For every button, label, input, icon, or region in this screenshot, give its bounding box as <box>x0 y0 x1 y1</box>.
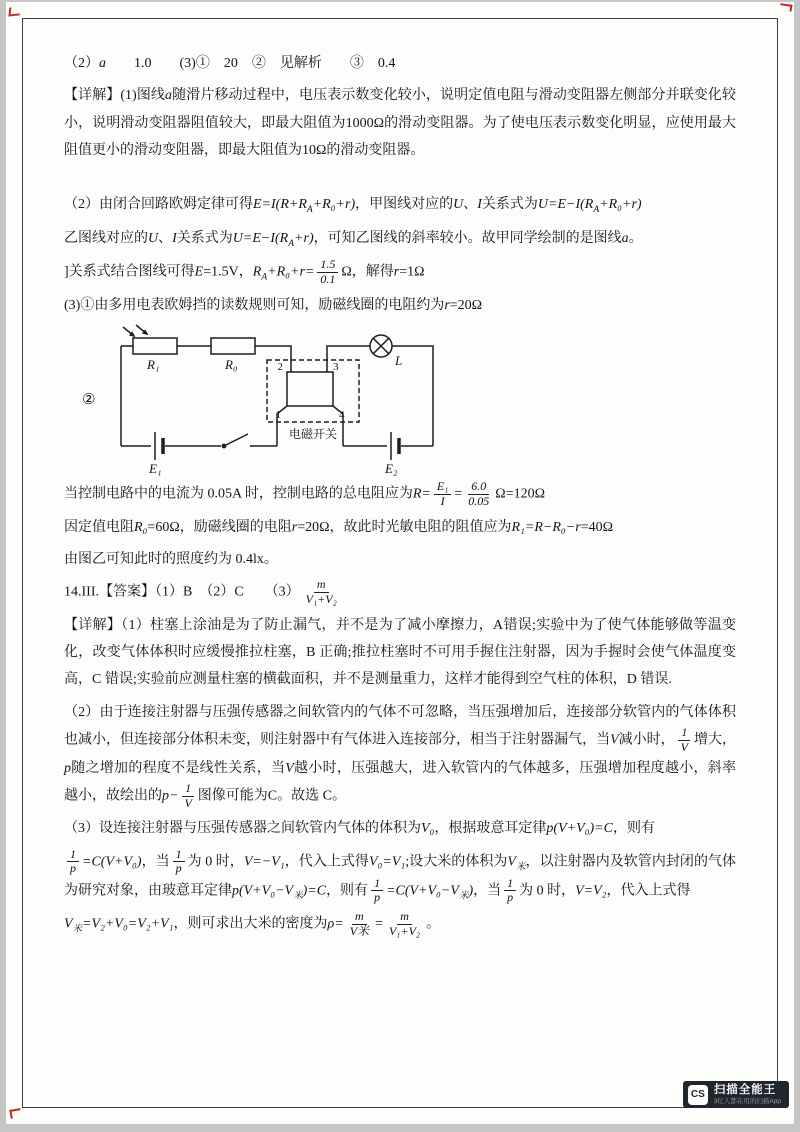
fraction-numerator: m <box>397 910 412 925</box>
formula: V <box>507 854 516 870</box>
formula: R₁=R−R₀−r <box>511 519 581 535</box>
terminal-3: 3 <box>333 360 339 373</box>
formula: a <box>621 230 629 246</box>
fraction-denominator: p <box>374 890 381 905</box>
fraction-denominator: V <box>680 739 688 754</box>
resistor-r0 <box>211 338 255 354</box>
text-run: 乙图线对应的 <box>64 230 148 246</box>
fraction <box>465 480 492 509</box>
solution-text-top <box>64 50 736 319</box>
text-run: 随滑片移动过程中，电压表示数变化较小，说明定值电阻与滑动变阻器左侧部分并联变化较小，说明滑动变阻器阻值较大，即最大阻值为1000Ω的滑动变阻器。为了使电压表示数变化明显，应使用最大阻值更小的滑动变阻器，即最大阻值为10Ω的滑动变阻器。 <box>64 88 737 158</box>
text-run: Ω，解得 <box>341 264 394 280</box>
fraction <box>67 848 79 877</box>
fraction-denominator: 0.1 <box>320 271 336 286</box>
detail-13-part3-calc1 <box>64 480 736 509</box>
formula: R₀ <box>134 519 148 535</box>
subscript: 米 <box>515 862 526 872</box>
label-e1: E₁ <box>149 460 162 476</box>
fraction-numerator: m <box>314 578 329 593</box>
label-r1: R₁ <box>147 356 160 372</box>
terminal-4: 4 <box>339 408 345 421</box>
label-e2: E₂ <box>385 460 398 476</box>
formula: =V₂+V₀=V₂+V₁ <box>82 916 174 932</box>
text-run: ，代入上式得 <box>284 854 369 870</box>
fraction-denominator: p <box>507 890 514 905</box>
camscanner-logo-text: CS <box>690 1089 705 1101</box>
formula: +R₀+r) <box>312 197 356 213</box>
text-run: 随之增加的程度不是线性关系，当 <box>71 760 286 776</box>
fraction-numerator: 1.5 <box>317 258 338 273</box>
fraction <box>181 782 194 811</box>
text-run: 因定值电阻 <box>64 519 134 535</box>
formula: r <box>393 264 400 280</box>
text-run: 、 <box>463 197 478 213</box>
formula: R <box>252 264 262 280</box>
formula: r <box>291 519 298 535</box>
formula: +R₀+r) <box>599 197 642 213</box>
fraction-numerator: 6.0 <box>468 480 489 495</box>
subscript: A <box>593 204 600 215</box>
formula: p(V+V₀)=C <box>546 821 613 837</box>
formula: +r) <box>294 230 314 246</box>
paper <box>6 2 794 1124</box>
subscript: 米 <box>293 890 303 901</box>
fraction-denominator: V <box>184 795 192 810</box>
camscanner-watermark <box>683 1081 789 1108</box>
text-run: =20Ω，故此时光敏电阻的阻值应为 <box>297 519 512 535</box>
text-run: 越小时，压强越大，进入软管内的气体越多，压强增加程度越小，斜率越小，故绘出的 <box>64 760 736 804</box>
text-run: 减小时， <box>618 732 675 748</box>
text-run: = <box>375 916 383 932</box>
relay-circuit-diagram <box>109 324 449 476</box>
text-run: ，代入上式得 <box>606 883 691 899</box>
formula: ) <box>468 883 474 899</box>
subscript: A <box>288 238 295 249</box>
watermark-brand: 扫描全能王 <box>713 1084 777 1097</box>
formula: V₀ <box>421 821 435 837</box>
text-run: 。 <box>628 230 643 246</box>
detail-13-part3-intro <box>64 292 736 319</box>
answer-line-13 <box>64 50 736 77</box>
subscript: A <box>261 272 268 283</box>
label-r0: R₀ <box>225 356 238 372</box>
text-run: ，则有 <box>326 883 369 899</box>
fraction <box>371 877 383 906</box>
text-run: ，当 <box>141 854 170 870</box>
text-run: =60Ω，励磁线圈的电阻 <box>147 519 292 535</box>
terminal-1: 1 <box>275 408 282 421</box>
formula: U=E−I(R <box>537 197 594 213</box>
camscanner-logo-icon <box>688 1085 708 1105</box>
fraction <box>434 480 452 509</box>
detail-13-part2c <box>64 258 736 287</box>
fraction <box>173 848 185 877</box>
text-run: 关系式为 <box>481 197 538 213</box>
paragraph-gap <box>64 169 736 191</box>
text-run: 图像可能为C。故选 C。 <box>197 788 346 804</box>
formula: V=−V₁ <box>243 854 285 870</box>
photoresistor-r1 <box>133 338 177 354</box>
fraction <box>386 910 423 939</box>
formula: I <box>477 197 482 213</box>
formula: p− <box>162 788 179 804</box>
fraction <box>303 578 340 607</box>
detail-13-part1 <box>64 82 736 164</box>
fraction <box>678 726 691 755</box>
text-run: Ω=120Ω <box>495 486 545 502</box>
detail-13-part2b <box>64 225 736 253</box>
formula: V <box>285 760 294 776</box>
fraction-denominator: p <box>70 861 76 876</box>
formula: a <box>99 56 106 71</box>
formula: =C(V+V₀) <box>82 854 142 870</box>
text-run: （2） <box>64 56 99 71</box>
text-run: （3）设连接注射器与压强传感器之间软管内气体的体积为 <box>64 821 421 837</box>
detail-14-part3c <box>64 910 736 939</box>
formula: =C(V+V₀−V <box>386 883 459 899</box>
text-run: 1.0 (3)① 20 ② 见解析 ③ 0.4 <box>106 56 396 71</box>
detail-13-part2a <box>64 191 736 219</box>
fraction-numerator: E₁ <box>434 480 452 495</box>
watermark-tagline: 3亿人都在用的扫描App <box>713 1097 781 1105</box>
fraction-denominator: 0.05 <box>468 493 490 508</box>
formula: E=I(R+R <box>253 197 307 213</box>
relay-coil <box>287 372 333 406</box>
text-run: 。 <box>426 916 441 932</box>
text-run: 【详解】(1)图线 <box>64 88 166 104</box>
subscript: 米 <box>458 890 469 901</box>
fraction <box>347 910 372 939</box>
formula: V₀=V₁ <box>368 854 406 870</box>
text-run: = <box>454 486 463 502</box>
fraction-denominator: V米 <box>349 924 370 939</box>
text-run: 为 0 时， <box>187 854 244 870</box>
text-run: =1Ω <box>399 264 425 280</box>
switch-pivot <box>222 444 227 449</box>
formula: U <box>453 197 464 213</box>
label-lamp: L <box>395 352 403 368</box>
formula: )=C <box>302 883 327 899</box>
label-relay-switch: 电磁开关 <box>289 426 338 441</box>
text-run: ，则有 <box>612 821 655 837</box>
text-run: 、 <box>158 230 173 246</box>
solution-content <box>6 2 794 1124</box>
fraction-numerator: 1 <box>371 877 383 892</box>
arrowheads <box>129 329 149 337</box>
text-run: 由图乙可知此时的照度约为 0.4lx。 <box>64 551 278 567</box>
formula: R= <box>412 486 431 502</box>
watermark-text <box>714 1084 781 1105</box>
text-run: =40Ω <box>580 519 613 535</box>
text-run: 14.III.【答案】（1）B （2）C （3） <box>64 584 300 600</box>
text-run: 【详解】（1）柱塞上涂油是为了防止漏气，并不是为了减小摩擦力，A错误;实验中为了使气体能够做等温变化，改变气体体积时应缓慢推拉柱塞，B 正确;推拉柱塞时不可用手握住注射器，因为手握时会使气体温度变高，C 错误;实验前应测量柱塞的横截面积，并不是测量重力，这样才能得到空气柱的体积，D 错误. <box>64 617 736 688</box>
fraction-denominator: I <box>440 493 445 508</box>
formula: E <box>194 264 204 280</box>
fraction-numerator: 1 <box>173 848 185 863</box>
subscript: A <box>306 204 313 215</box>
formula: +R₀+r= <box>267 264 315 280</box>
formula: U <box>148 230 159 246</box>
fraction <box>504 877 516 906</box>
text-run: ，则可求出大米的密度为 <box>173 916 328 932</box>
text-run: ]关系式结合图线可得 <box>64 264 195 280</box>
solution-text-bottom <box>64 480 736 939</box>
text-run: 为 0 时， <box>519 883 576 899</box>
detail-13-part3-conclusion <box>64 546 736 573</box>
detail-13-part3-calc2 <box>64 514 736 541</box>
detail-14-part3a <box>64 815 736 842</box>
fraction-numerator: 1 <box>67 848 79 863</box>
item-2-circled-label: ② <box>82 392 96 409</box>
fraction-numerator: 1 <box>182 782 194 797</box>
fraction <box>317 258 338 287</box>
formula: I <box>172 230 177 246</box>
formula: V=V₂ <box>575 883 607 899</box>
text-run: 关系式为 <box>176 230 233 246</box>
text-run: ，可知乙图线的斜率较小。故甲同学绘制的是图线 <box>313 230 622 246</box>
formula: a <box>165 88 173 104</box>
formula: p <box>64 760 71 776</box>
text-run: ，当 <box>473 883 502 899</box>
text-run: ，根据玻意耳定律 <box>434 821 547 837</box>
formula: V <box>610 732 619 748</box>
formula: U=E−I(R <box>232 230 289 246</box>
text-run: （2）由于连接注射器与压强传感器之间软管内的气体不可忽略，当压强增加后，连接部分软管内的气体体积也减小，但连接部分体积未变，则注射器中有气体进入连接部分，相当于注射器漏气，当 <box>64 704 736 748</box>
text-run: ，以注射器内及软管内封闭的气体为研究对象，由玻意耳定律 <box>64 854 737 899</box>
text-run: ;设大米的体积为 <box>405 854 508 870</box>
text-run: ，甲图线对应的 <box>355 197 454 213</box>
fraction-numerator: 1 <box>678 726 690 741</box>
circuit-figure-row <box>82 324 736 476</box>
terminal-2: 2 <box>277 360 284 373</box>
formula: p(V+V₀−V <box>232 883 294 899</box>
fraction-denominator: V₁+V₂ <box>388 924 421 939</box>
detail-14-part3b <box>64 848 736 906</box>
text-run: 当控制电路中的电流为 0.05A 时，控制电路的总电阻应为 <box>64 486 413 502</box>
text-run: （2）由闭合回路欧姆定律可得 <box>64 197 253 213</box>
answer-line-14 <box>64 578 736 607</box>
formula: ρ= <box>327 916 344 932</box>
subscript: 米 <box>72 924 83 935</box>
fraction-numerator: m <box>352 910 367 925</box>
circuit-wires <box>121 325 433 460</box>
text-run: 增大， <box>694 732 737 748</box>
fraction-numerator: 1 <box>504 877 516 892</box>
text-run: (3)①由多用电表欧姆挡的读数规则可知，励磁线圈的电阻约为 <box>64 297 445 313</box>
fraction-denominator: p <box>175 861 182 876</box>
formula: r <box>444 297 450 313</box>
detail-14-part1 <box>64 612 736 694</box>
formula: V <box>64 916 73 932</box>
fraction-denominator: V₁+V₂ <box>305 591 337 606</box>
text-run: =20Ω <box>449 297 483 313</box>
switch-lever <box>226 434 248 445</box>
text-run: =1.5V， <box>203 264 253 280</box>
detail-14-part2 <box>64 699 736 811</box>
